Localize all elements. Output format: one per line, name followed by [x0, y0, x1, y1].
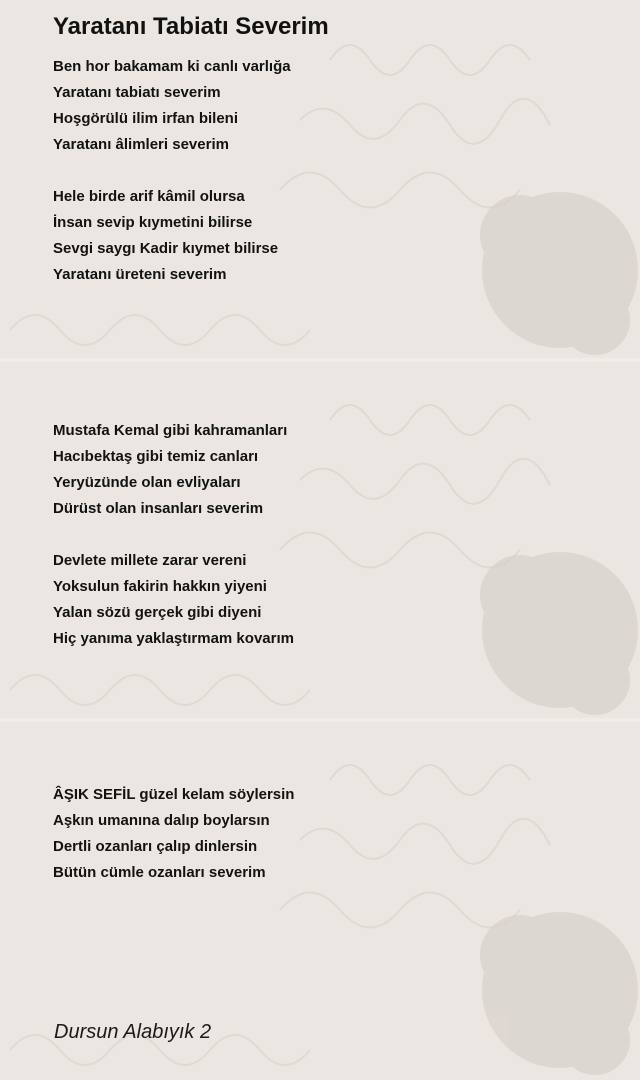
poem-line: Yaratanı tabiatı severim: [53, 84, 221, 101]
stanza-3: [53, 418, 294, 522]
poem-line: Hacıbektaş gibi temiz canları: [53, 448, 259, 465]
poem-title: Yaratanı Tabiatı Severim: [53, 13, 329, 40]
poem-line: Bütün cümle ozanları severim: [53, 864, 266, 881]
stanza-spacer: [53, 522, 294, 548]
stanza-spacer: [53, 158, 294, 184]
poem-line: İnsan sevip kıymetini bilirse: [53, 214, 253, 231]
poem-line: Sevgi saygı Kadir kıymet bilirse: [53, 240, 279, 257]
stanza-2: [53, 184, 294, 288]
poem-line: Yaratanı üreteni severim: [53, 266, 227, 283]
poem-line: Hiç yanıma yaklaştırmam kovarım: [53, 630, 294, 647]
poem-line: Ben hor bakamam ki canlı varlığa: [53, 58, 291, 75]
poem-line: Yalan sözü gerçek gibi diyeni: [53, 604, 262, 621]
poem-line: Hele birde arif kâmil olursa: [53, 188, 245, 205]
stanza-4: [53, 548, 294, 652]
poem-line: Devlete millete zarar vereni: [53, 552, 247, 569]
poem-line: Mustafa Kemal gibi kahramanları: [53, 422, 288, 439]
poem-line: Yeryüzünde olan evliyaları: [53, 474, 241, 491]
poem-author: Dursun Alabıyık 2: [54, 1021, 212, 1043]
stanza-5: [53, 782, 294, 886]
poem-line: Yoksulun fakirin hakkın yiyeni: [53, 578, 267, 595]
poem-line: Hoşgörülü ilim irfan bileni: [53, 110, 239, 127]
section-spacer: [53, 288, 294, 418]
poem-line: Yaratanı âlimleri severim: [53, 136, 229, 153]
poem-line: Dürüst olan insanları severim: [53, 500, 264, 517]
poem-body: [53, 54, 294, 886]
section-spacer: [53, 652, 294, 782]
poem-line: Aşkın umanına dalıp boylarsın: [53, 812, 270, 829]
poem-line: ÂŞIK SEFİL güzel kelam söylersin: [53, 786, 295, 803]
poem-line: Dertli ozanları çalıp dinlersin: [53, 838, 258, 855]
stanza-1: [53, 54, 294, 158]
